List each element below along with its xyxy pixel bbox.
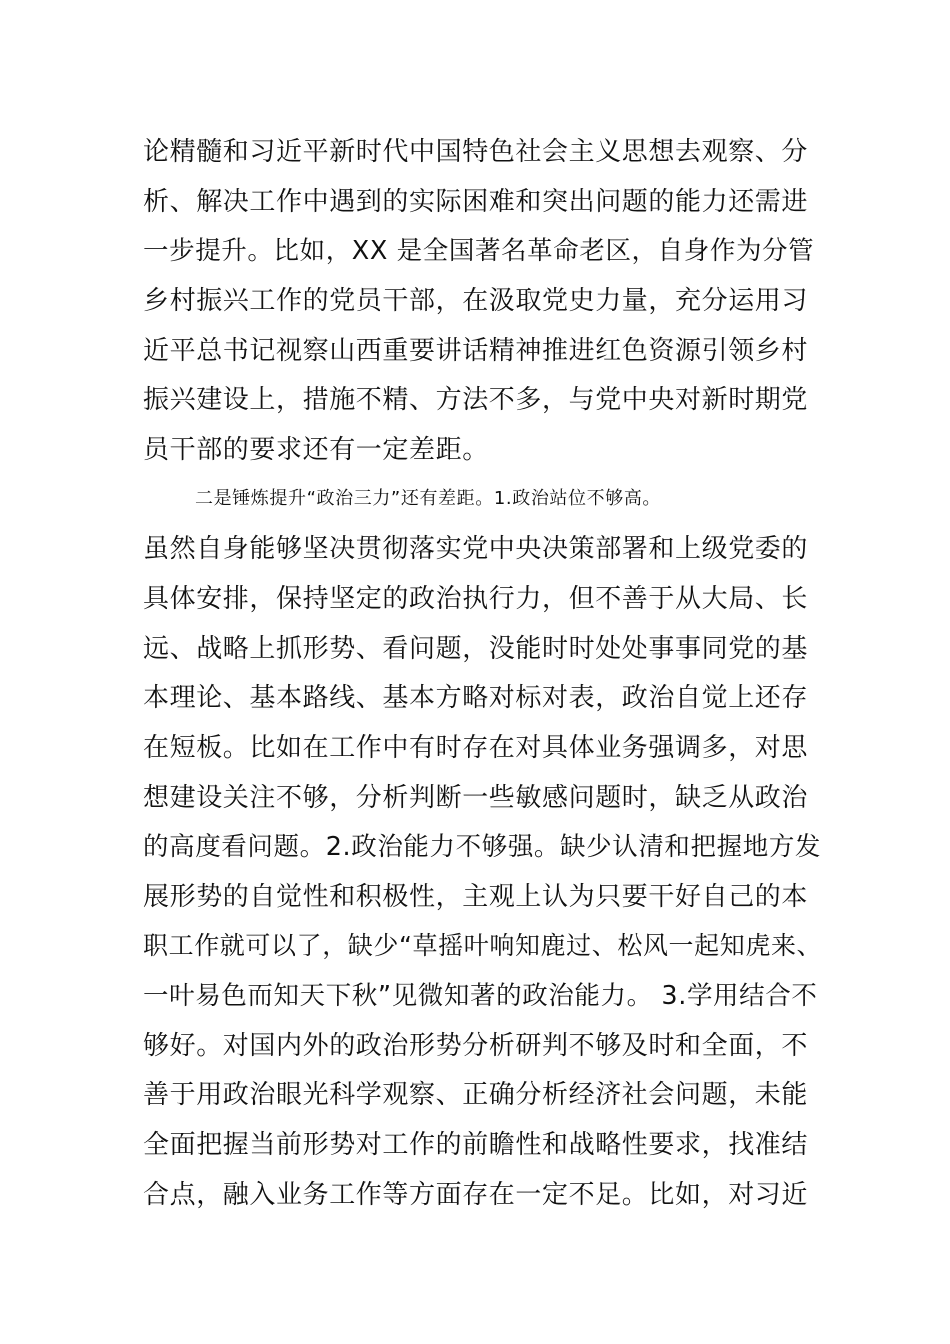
text-line-4: 乡村振兴工作的党员干部，在汲取党史力量，充分运用习 [143, 286, 809, 316]
text-line-7: 员干部的要求还有一定差距。 [143, 435, 489, 465]
text-line-17: 职工作就可以了，缺少“草摇叶响知鹿过、松风一起知虎来、 [143, 931, 823, 960]
text-line-16: 展形势的自觉性和积极性，主观上认为只要干好自己的本 [143, 882, 809, 912]
paragraph-2-first-line: 二是锤炼提升“政治三力”还有差距。1.政治站位不够高。 [195, 488, 662, 509]
text-line-12: 本理论、基本路线、基本方略对标对表，政治自觉上还存 [143, 683, 809, 713]
text-line-22: 合点，融入业务工作等方面存在一定不足。比如，对习近 [143, 1180, 809, 1210]
text-line-5: 近平总书记视察山西重要讲话精神推进红色资源引领乡村 [143, 336, 809, 366]
text-line-13: 在短板。比如在工作中有时存在对具体业务强调多，对思 [143, 733, 809, 763]
text-line-20: 善于用政治眼光科学观察、正确分析经济社会问题，未能 [143, 1080, 809, 1110]
text-line-2: 析、解决工作中遇到的实际困难和突出问题的能力还需进 [143, 187, 809, 217]
text-line-14: 想建设关注不够，分析判断一些敏感问题时，缺乏从政治 [143, 783, 809, 813]
text-line-19: 够好。对国内外的政治形势分析研判不够及时和全面，不 [143, 1031, 809, 1061]
text-line-21: 全面把握当前形势对工作的前瞻性和战略性要求，找准结 [143, 1130, 809, 1160]
text-line-1: 论精髓和习近平新时代中国特色社会主义思想去观察、分 [143, 137, 809, 167]
text-line-15: 的高度看问题。2.政治能力不够强。缺少认清和把握地方发 [143, 832, 822, 862]
text-line-10: 具体安排，保持坚定的政治执行力，但不善于从大局、长 [143, 584, 809, 614]
text-line-9: 虽然自身能够坚决贯彻落实党中央决策部署和上级党委的 [143, 534, 809, 564]
text-line-3: 一步提升。比如，XX 是全国著名革命老区，自身作为分管 [143, 236, 815, 266]
text-line-11: 远、战略上抓形势、看问题，没能时时处处事事同党的基 [143, 634, 809, 664]
text-line-6: 振兴建设上，措施不精、方法不多，与党中央对新时期党 [143, 385, 809, 415]
text-line-18: 一叶易色而知天下秋”见微知著的政治能力。 3.学用结合不 [143, 981, 818, 1011]
